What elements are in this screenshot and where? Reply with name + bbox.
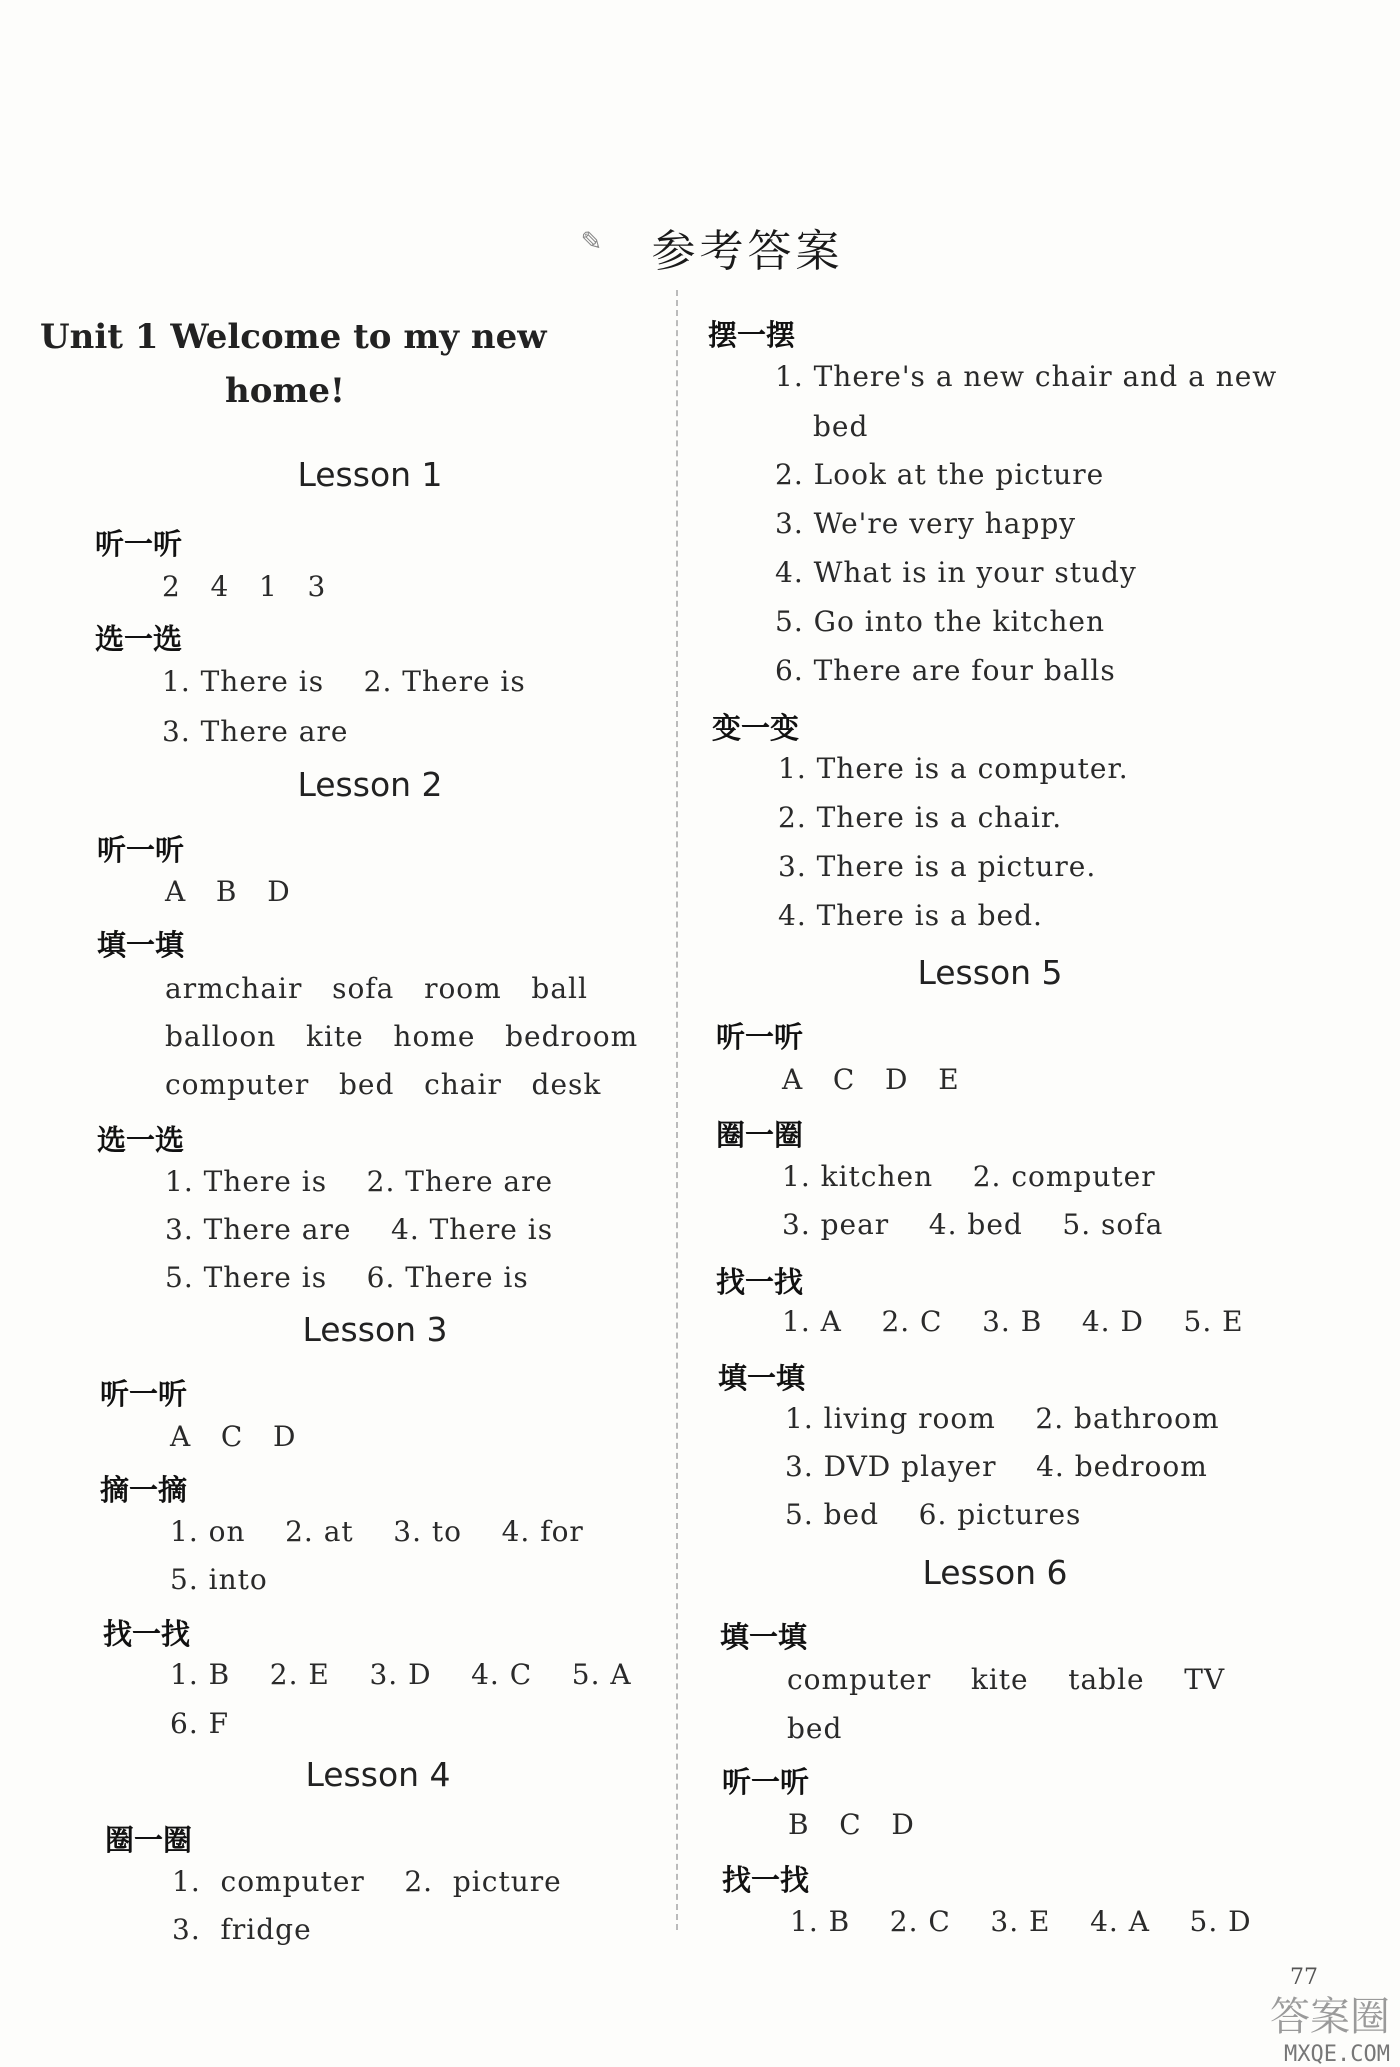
answer-line: balloon kite home bedroom [165,1020,639,1053]
answer-line: 2 4 1 3 [162,570,327,603]
section-label: 圈一圈 [105,1823,193,1857]
lesson-heading: Lesson 6 [922,1553,1068,1592]
unit-title-line2: home! [225,371,345,411]
answer-line: 1. There is 2. There is [162,665,526,698]
answer-line: 3. There are [162,715,349,748]
answer-line: bed [787,1712,843,1745]
answer-line: 3. There is a picture. [778,850,1097,883]
lesson-heading: Lesson 4 [305,1755,451,1794]
section-label: 圈一圈 [716,1118,804,1152]
answer-line: 4. There is a bed. [778,899,1043,932]
answer-line: 1. B 2. C 3. E 4. A 5. D [790,1905,1252,1938]
answer-line: 5. Go into the kitchen [775,605,1105,638]
section-label: 听一听 [100,1377,188,1411]
section-label: 摆一摆 [708,318,796,352]
watermark-logo [1220,1985,1390,2067]
answer-line: 3. pear 4. bed 5. sofa [782,1208,1164,1241]
lesson-heading: Lesson 5 [917,953,1063,992]
answer-line: A C D E [782,1063,960,1096]
section-label: 听一听 [95,527,183,561]
answer-line: 5. into [170,1563,268,1596]
answer-line: 5. There is 6. There is [165,1261,529,1294]
section-label: 听一听 [97,833,185,867]
answer-line: 1. There is a computer. [778,752,1129,785]
answer-line: 3. We're very happy [775,507,1077,540]
answer-line: B C D [788,1808,915,1841]
section-label: 填一填 [97,928,185,962]
answer-line: 1. computer 2. picture [172,1865,562,1898]
answer-line: armchair sofa room ball [165,972,588,1005]
watermark-text: 答案圈 [1270,1994,1390,2040]
section-label: 听一听 [716,1020,804,1054]
unit-title [40,310,600,418]
section-label: 听一听 [722,1765,810,1799]
answer-line: 6. There are four balls [775,654,1116,687]
answer-line: 2. Look at the picture [775,458,1105,491]
answer-line: 1. living room 2. bathroom [785,1402,1220,1435]
section-label: 填一填 [720,1620,808,1654]
column-divider [676,290,678,1930]
answer-line: 1. on 2. at 3. to 4. for [170,1515,584,1548]
section-label: 摘一摘 [100,1473,188,1507]
answer-line: bed [813,410,869,443]
lesson-heading: Lesson 3 [302,1310,448,1349]
answer-line: computer bed chair desk [165,1068,602,1101]
section-label: 找一找 [103,1617,191,1651]
answer-line: 1. There is 2. There are [165,1165,554,1198]
page-number: 77 [1290,1965,1318,1990]
lesson-heading: Lesson 1 [297,455,443,494]
section-label: 找一找 [716,1265,804,1299]
answer-line: 2. There is a chair. [778,801,1063,834]
answer-line: computer kite table TV [787,1663,1226,1696]
section-label: 填一填 [718,1361,806,1395]
answer-line: 1. B 2. E 3. D 4. C 5. A [170,1658,632,1691]
answer-line: 4. What is in your study [775,556,1137,589]
answer-line: 1. A 2. C 3. B 4. D 5. E [782,1305,1244,1338]
unit-title-line1: Unit 1 Welcome to my new [40,317,547,357]
page-header [0,215,1400,279]
answer-line: A C D [170,1420,297,1453]
answer-line: 6. F [170,1707,230,1740]
answer-line: 5. bed 6. pictures [785,1498,1082,1531]
section-label: 找一找 [722,1863,810,1897]
pencil-icon: ✎ [580,227,603,257]
section-label: 变一变 [712,711,800,745]
answer-line: 1. kitchen 2. computer [782,1160,1156,1193]
answer-line: A B D [165,875,291,908]
answer-line: 3. DVD player 4. bedroom [785,1450,1208,1483]
lesson-heading: Lesson 2 [297,765,443,804]
watermark-url: MXQE.COM [1284,2042,1390,2067]
answer-line: 1. There's a new chair and a new [775,360,1278,393]
section-label: 选一选 [97,1123,185,1157]
answer-line: 3. fridge [172,1913,312,1946]
section-label: 选一选 [95,622,183,656]
page-title: 参考答案 [651,226,844,277]
answer-line: 3. There are 4. There is [165,1213,554,1246]
